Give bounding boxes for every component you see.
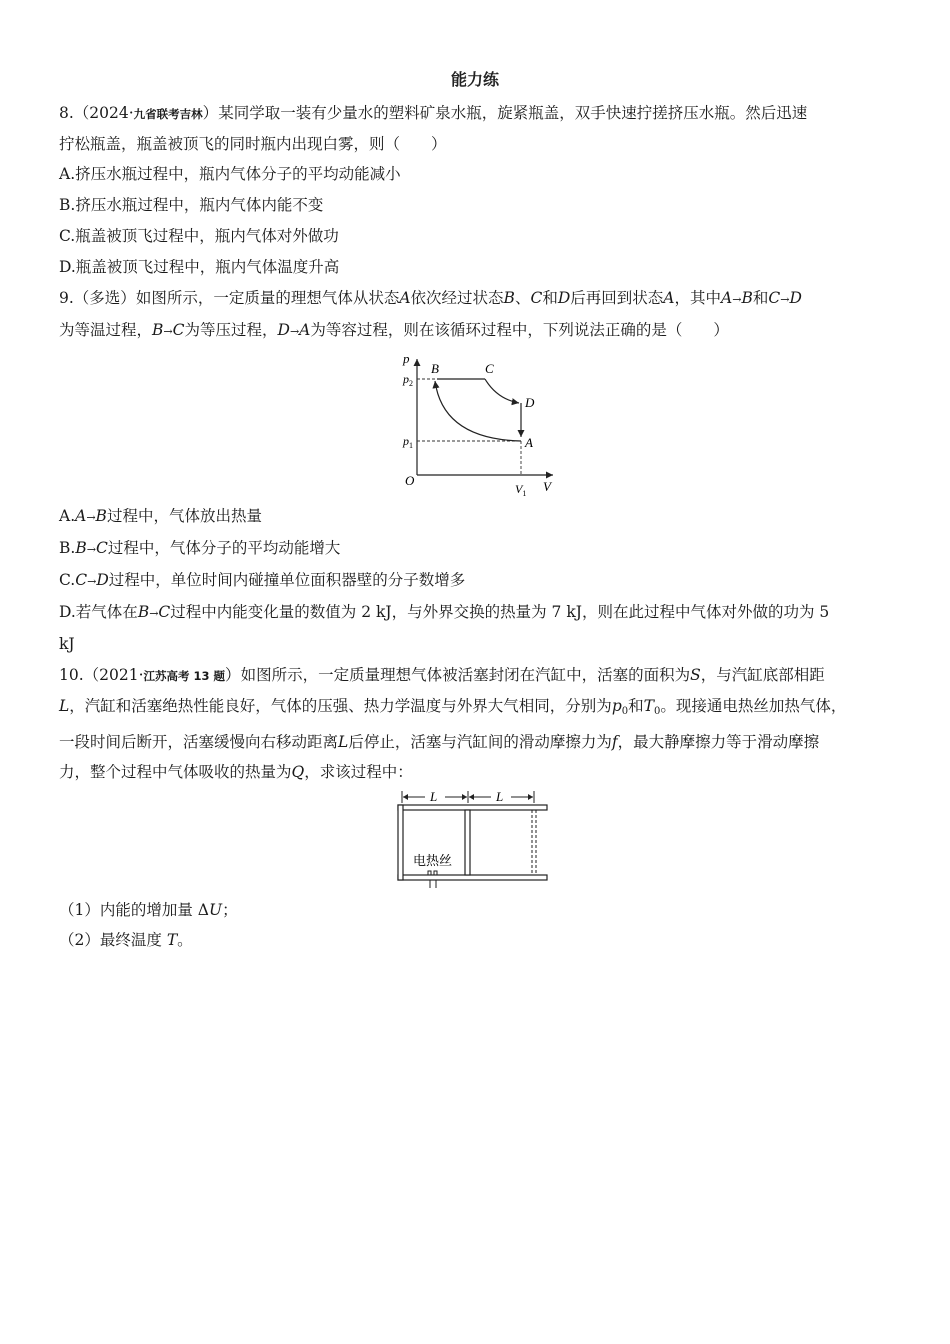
point-c-label: C — [485, 361, 494, 376]
question-9 — [59, 283, 891, 660]
origin-label: O — [405, 473, 415, 488]
cylinder-base-wall — [398, 805, 403, 880]
cylinder-bottom-wall — [398, 875, 547, 880]
q9-stem-line1: 9.（多选）如图所示，一定质量的理想气体从状态A依次经过状态B、C和D后再回到状态A，其中A→B和C→D — [59, 289, 802, 307]
q10-sub-question-2: （2）最终温度 T。 — [59, 931, 193, 949]
section-heading: 能力练 — [425, 66, 525, 92]
point-b-label: B — [431, 361, 439, 376]
process-a-b — [435, 381, 521, 441]
q8-stem-line2: 拧松瓶盖，瓶盖被顶飞的同时瓶内出现白雾，则（ ） — [59, 135, 447, 153]
q10-source-tag: 江苏高考 13 题 — [143, 669, 226, 683]
cylinder-top-wall — [398, 805, 547, 810]
q8-source-tag: 九省联考吉林 — [133, 107, 203, 121]
q9-option-a: A.A→B过程中，气体放出热量 — [59, 507, 262, 525]
q9-option-c: C.C→D过程中，单位时间内碰撞单位面积器壁的分子数增多 — [59, 571, 466, 589]
p-axis-label: p — [403, 351, 410, 366]
worksheet-page — [59, 66, 891, 955]
p2-label: $p_2$ — [403, 372, 413, 388]
point-a-label: A — [525, 435, 533, 450]
pv-cycle-diagram — [385, 351, 565, 501]
dim-label-2: L — [496, 789, 504, 804]
q9-option-d: D.若气体在B→C过程中内能变化量的数值为 2 kJ，与外界交换的热量为 7 kJ，则在此过程中气体对外做的功为 5 — [59, 603, 830, 621]
cylinder-piston-diagram — [395, 789, 555, 889]
q10-stem-line4: 力，整个过程中气体吸收的热量为Q，求该过程中： — [59, 763, 413, 781]
q9-option-d-line2: kJ — [59, 635, 75, 653]
question-10 — [59, 660, 891, 955]
q8-stem-line1: 8.（2024·九省联考吉林）某同学取一装有少量水的塑料矿泉水瓶，旋紧瓶盖，双手快速拧搓挤压水瓶。然后迅速 — [59, 104, 808, 122]
piston — [465, 810, 470, 875]
point-d-label: D — [525, 395, 535, 410]
v1-label: $V_1$ — [515, 482, 527, 498]
heater-label: 电热丝 — [413, 854, 453, 869]
q8-number: 8. — [59, 104, 74, 122]
v-axis-label: V — [543, 479, 551, 494]
q8-option-b: B.挤压水瓶过程中，瓶内气体内能不变 — [59, 196, 324, 214]
q9-option-b: B.B→C过程中，气体分子的平均动能增大 — [59, 539, 341, 557]
q10-stem-line2: L，汽缸和活塞绝热性能良好，气体的压强、热力学温度与外界大气相同，分别为$p_0$和$T_0$。现接通电热丝加热气体， — [59, 697, 847, 717]
q10-sub-question-1: （1）内能的增加量 ΔU； — [59, 901, 238, 919]
q8-option-d: D.瓶盖被顶飞过程中，瓶内气体温度升高 — [59, 258, 340, 276]
process-c-d — [485, 379, 519, 403]
q9-stem-line2: 为等温过程，B→C为等压过程，D→A为等容过程，则在该循环过程中，下列说法正确的是（ ） — [59, 321, 729, 339]
dim-label-1: L — [430, 789, 438, 804]
q8-option-c: C.瓶盖被顶飞过程中，瓶内气体对外做功 — [59, 227, 339, 245]
q10-stem-line3: 一段时间后断开，活塞缓慢向右移动距离L后停止，活塞与汽缸间的滑动摩擦力为f，最大静摩擦力等于滑动摩擦 — [59, 733, 820, 751]
p1-label: $p_1$ — [403, 434, 413, 450]
section-heading-wrap — [59, 66, 891, 94]
q8-option-a: A.挤压水瓶过程中，瓶内气体分子的平均动能减小 — [59, 165, 401, 183]
q10-stem-line1: 10.（2021·江苏高考 13 题）如图所示，一定质量理想气体被活塞封闭在汽缸中，活塞的面积为S，与汽缸底部相距 — [59, 666, 825, 684]
question-8 — [59, 98, 891, 283]
